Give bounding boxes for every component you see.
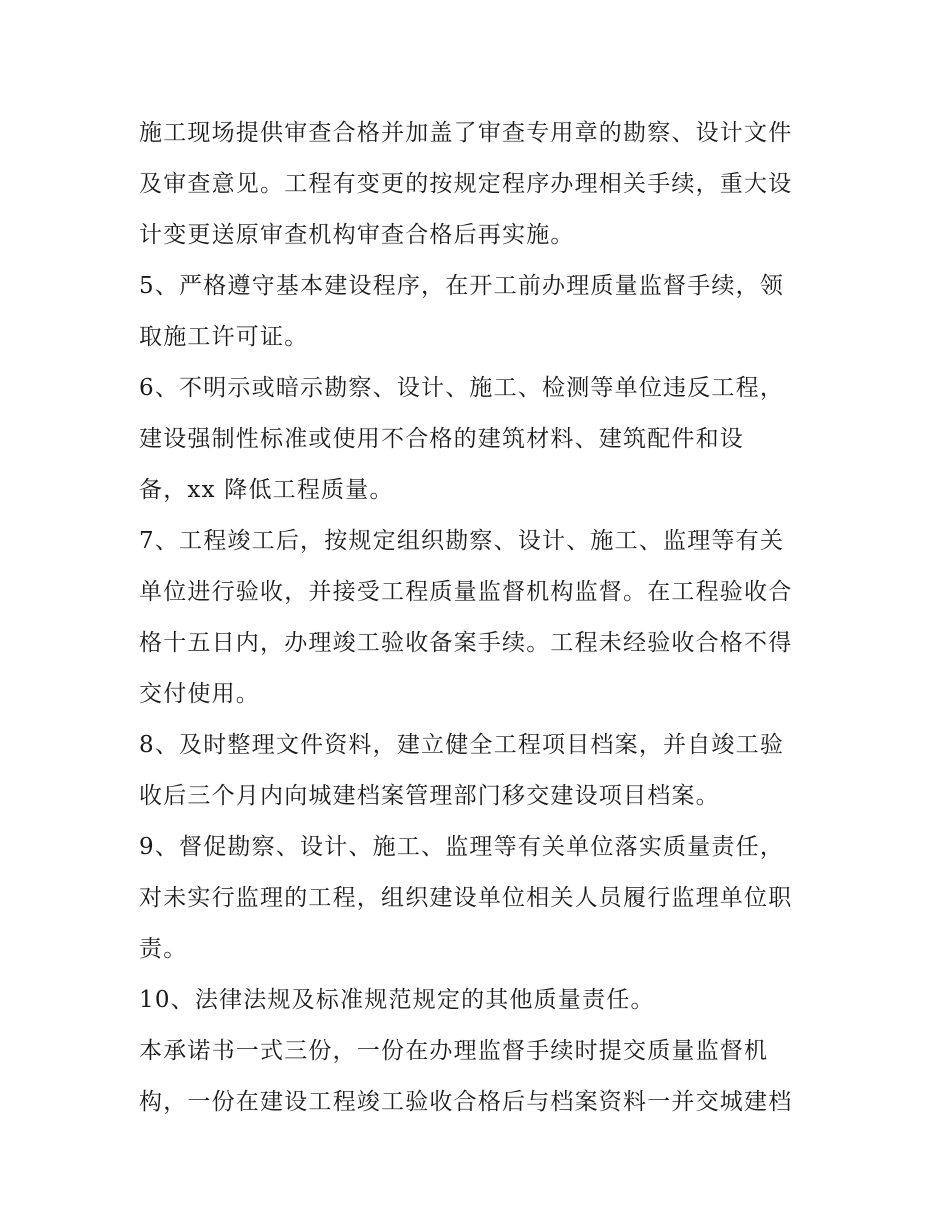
document-body [139, 108, 819, 1128]
text-line: 及审查意见。工程有变更的按规定程序办理相关手续，重大设 [139, 171, 793, 197]
text-line: 5、严格遵守基本建设程序，在开工前办理质量监督手续，领 [139, 273, 785, 299]
text-line: 10、法律法规及标准规范规定的其他质量责任。 [139, 987, 655, 1013]
text-line: 建设强制性标准或使用不合格的建筑材料、建筑配件和设 [139, 426, 744, 452]
text-line: 格十五日内，办理竣工验收备案手续。工程未经验收合格不得 [139, 630, 793, 656]
text-line: 收后三个月内向城建档案管理部门移交建设项目档案。 [139, 783, 720, 809]
text-line: 构，一份在建设工程竣工验收合格后与档案资料一并交城建档 [139, 1089, 793, 1115]
text-line: 6、不明示或暗示勘察、设计、施工、检测等单位违反工程， [139, 375, 785, 401]
text-line: 单位进行验收，并接受工程质量监督机构监督。在工程验收合 [139, 579, 793, 605]
text-line: 本承诺书一式三份，一份在办理监督手续时提交质量监督机 [139, 1038, 769, 1064]
text-line: 计变更送原审查机构审查合格后再实施。 [139, 222, 575, 248]
text-line: 9、督促勘察、设计、施工、监理等有关单位落实质量责任， [139, 834, 785, 860]
text-line: 备，xx 降低工程质量。 [139, 477, 394, 503]
text-line: 取施工许可证。 [139, 324, 309, 350]
text-line: 交付使用。 [139, 681, 260, 707]
text-line: 责。 [139, 936, 188, 962]
text-line: 8、及时整理文件资料，建立健全工程项目档案，并自竣工验 [139, 732, 785, 758]
text-line: 施工现场提供审查合格并加盖了审查专用章的勘察、设计文件 [139, 120, 793, 146]
text-line: 对未实行监理的工程，组织建设单位相关人员履行监理单位职 [139, 885, 793, 911]
text-line: 7、工程竣工后，按规定组织勘察、设计、施工、监理等有关 [139, 528, 785, 554]
